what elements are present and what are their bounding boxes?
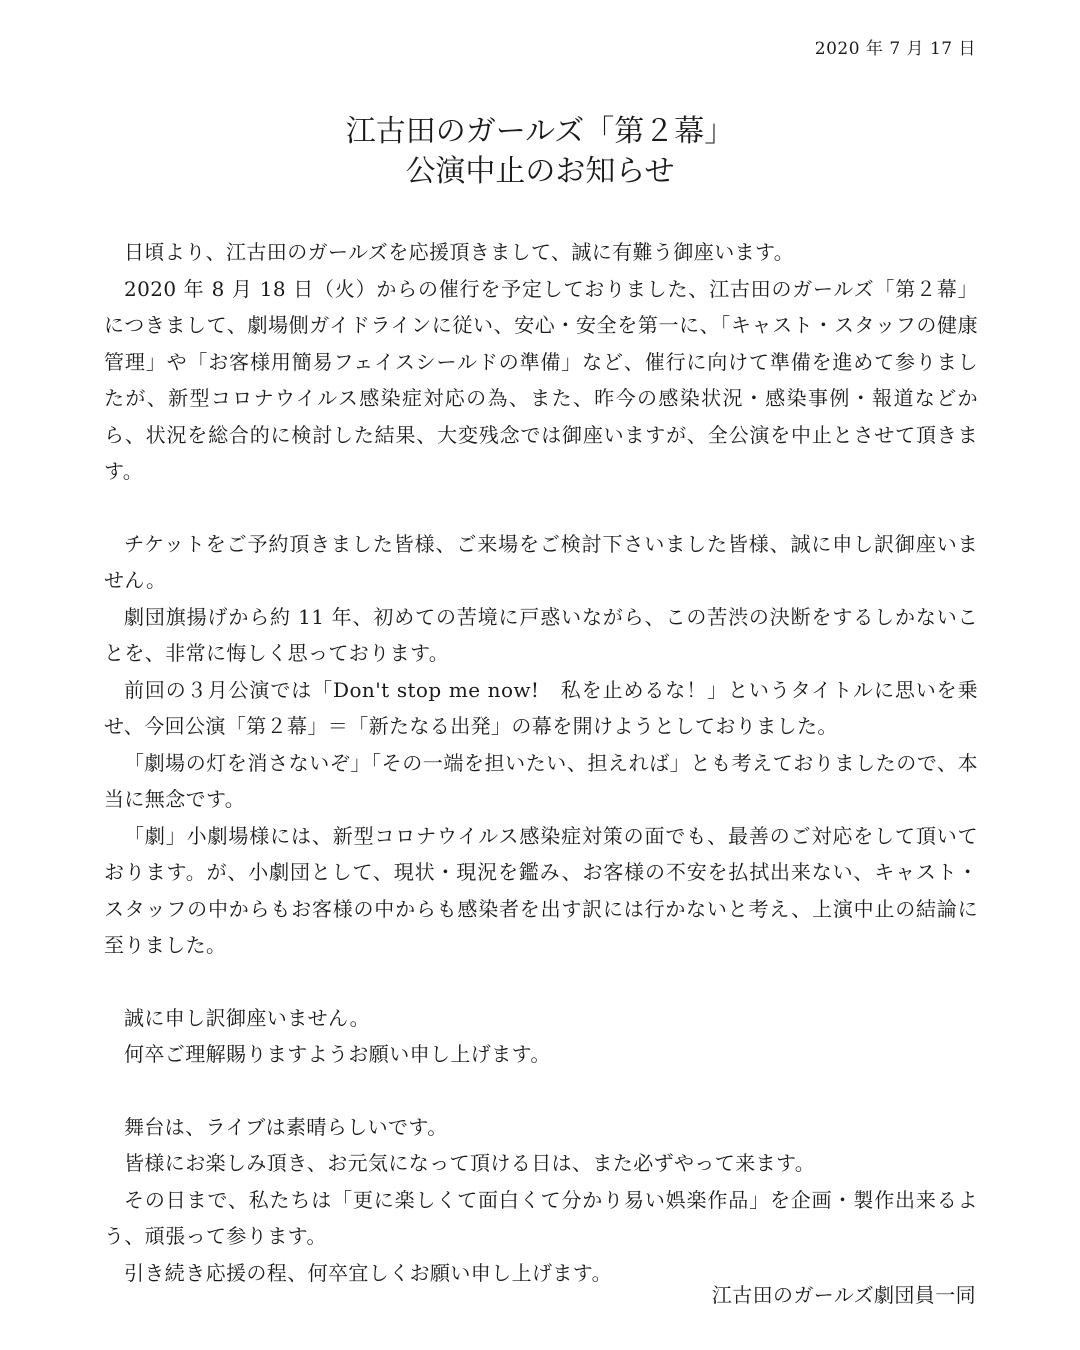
paragraph: 前回の３月公演では「Don't stop me now! 私を止めるな！」というタイトルに思いを乗せ、今回公演「第２幕」＝「新たなる出発」の幕を開けようとしておりました。 [104,677,978,738]
paragraph: 舞台は、ライブは素晴らしいです。 [124,1114,448,1139]
paragraph: 2020 年 8 月 18 日（火）からの催行を予定しておりました、江古田のガールズ「第２幕」につきまして、劇場側ガイドラインに従い、安心・安全を第一に、「キャスト・スタッフの健康管理」や「お客様用簡易フェイスシールドの準備」など、催行に向けて準備を進めて参りましたが、新型コロナウイルス感染症対応の為、また、昨今の感染状況・感染事例・報道などから、状況を総合的に検討した結果、大変残念では御座いますが、全公演を中止とさせて頂きます。 [104,276,978,483]
paragraph: 引き続き応援の程、何卒宜しくお願い申し上げます。 [124,1260,612,1285]
paragraph: 「劇」小劇場様には、新型コロナウイルス感染症対策の面でも、最善のご対応をして頂いております。が、小劇団として、現状・現況を鑑み、お客様の不安を払拭出来ない、キャスト・スタッフの中からもお客様の中からも感染者を出す訳には行かないと考え、上演中止の結論に至りました。 [104,823,978,957]
paragraph: 皆様にお楽しみ頂き、お元気になって頂ける日は、また必ずやって来ます。 [124,1151,816,1175]
paragraph-gap [104,1073,978,1109]
paragraph: 何卒ご理解賜りますようお願い申し上げます。 [124,1042,551,1066]
paragraph: 日頃より、江古田のガールズを応援頂きまして、誠に有難う御座います。 [124,240,795,264]
notice-date: 2020 年 7 月 17 日 [814,39,976,59]
title-line-2: 公演中止のお知らせ [405,154,675,189]
paragraph-gap [104,490,978,526]
paragraph: 「劇場の灯を消さないぞ」「その一端を担いたい、担えれば」とも考えておりましたので、本当に無念です。 [104,750,978,811]
paragraph-gap [104,964,978,1000]
notice-title [0,112,1080,192]
paragraph: 誠に申し訳御座いません。 [124,1005,370,1030]
paragraph: 劇団旗揚げから約 11 年、初めての苦境に戸惑いながら、この苦渋の決断をするしかないことを、非常に悔しく思っております。 [104,604,978,665]
paragraph: チケットをご予約頂きました皆様、ご来場をご検討下さいました皆様、誠に申し訳御座いません。 [104,531,978,592]
title-line-1: 江古田のガールズ「第２幕」 [345,114,735,149]
paragraph: その日まで、私たちは「更に楽しくて面白くて分かり易い娯楽作品」を企画・製作出来るよう、頑張って参ります。 [104,1187,978,1248]
notice-body [104,234,978,1291]
notice-signature: 江古田のガールズ劇団員一同 [711,1283,976,1307]
